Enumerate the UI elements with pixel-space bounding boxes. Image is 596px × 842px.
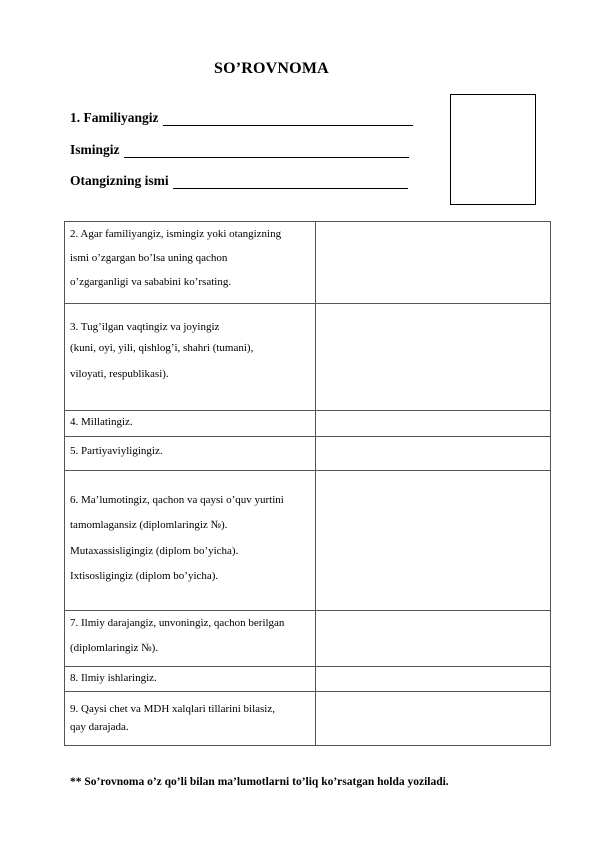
questionnaire-table: [64, 221, 551, 746]
table-row: [65, 222, 551, 304]
patronymic-input-line[interactable]: [173, 175, 408, 189]
question-cell: [65, 471, 316, 611]
table-row: [65, 667, 551, 692]
question-text: tamomlagansiz (diplomlaringiz №).: [70, 519, 228, 531]
table-row: [65, 471, 551, 611]
firstname-label: Ismingiz: [70, 142, 120, 157]
question-cell: [65, 667, 316, 692]
question-text: 9. Qaysi chet va MDH xalqlari tillarini bilasiz,: [70, 703, 275, 715]
firstname-field: [70, 142, 409, 158]
question-cell: [65, 304, 316, 411]
answer-cell[interactable]: [316, 471, 551, 611]
question-text: (kuni, oyi, yili, qishlog’i, shahri (tumani),: [70, 342, 254, 354]
answer-cell[interactable]: [316, 667, 551, 692]
question-text: Mutaxassisligingiz (diplom bo’yicha).: [70, 545, 239, 557]
question-text: viloyati, respublikasi).: [70, 368, 169, 380]
question-cell: [65, 692, 316, 746]
surname-input-line[interactable]: [163, 112, 413, 126]
page-title: SO’ROVNOMA: [214, 60, 329, 77]
question-cell: [65, 437, 316, 471]
question-text: 3. Tug’ilgan vaqtingiz va joyingiz: [70, 321, 220, 333]
question-text: 5. Partiyaviyligingiz.: [70, 445, 163, 457]
question-text: 6. Ma’lumotingiz, qachon va qaysi o’quv yurtini: [70, 494, 284, 506]
footnote: ** So’rovnoma o’z qo’li bilan ma’lumotlarni to’liq ko’rsatgan holda yoziladi.: [70, 776, 449, 788]
table-row: [65, 411, 551, 437]
answer-cell[interactable]: [316, 222, 551, 304]
patronymic-label: Otangizning ismi: [70, 173, 169, 188]
question-cell: [65, 411, 316, 437]
firstname-input-line[interactable]: [124, 144, 409, 158]
question-text: Ixtisosligingiz (diplom bo’yicha).: [70, 570, 219, 582]
answer-cell[interactable]: [316, 611, 551, 667]
question-text: 7. Ilmiy darajangiz, unvoningiz, qachon berilgan: [70, 617, 285, 629]
surname-field: [70, 110, 413, 126]
table-row: [65, 611, 551, 667]
answer-cell[interactable]: [316, 692, 551, 746]
question-text: 2. Agar familiyangiz, ismingiz yoki otangizning: [70, 228, 282, 240]
photo-box: [450, 94, 536, 205]
question-text: qay darajada.: [70, 721, 129, 733]
table-row: [65, 304, 551, 411]
question-cell: [65, 222, 316, 304]
surname-label: 1. Familiyangiz: [70, 110, 159, 125]
question-text: ismi o’zgargan bo’lsa uning qachon: [70, 252, 228, 264]
table-row: [65, 692, 551, 746]
table-row: [65, 437, 551, 471]
question-text: (diplomlaringiz №).: [70, 642, 159, 654]
answer-cell[interactable]: [316, 437, 551, 471]
question-text: 4. Millatingiz.: [70, 416, 133, 428]
question-text: o’zgarganligi va sababini ko’rsating.: [70, 276, 232, 288]
question-text: 8. Ilmiy ishlaringiz.: [70, 672, 157, 684]
answer-cell[interactable]: [316, 411, 551, 437]
patronymic-field: [70, 173, 408, 189]
question-cell: [65, 611, 316, 667]
answer-cell[interactable]: [316, 304, 551, 411]
